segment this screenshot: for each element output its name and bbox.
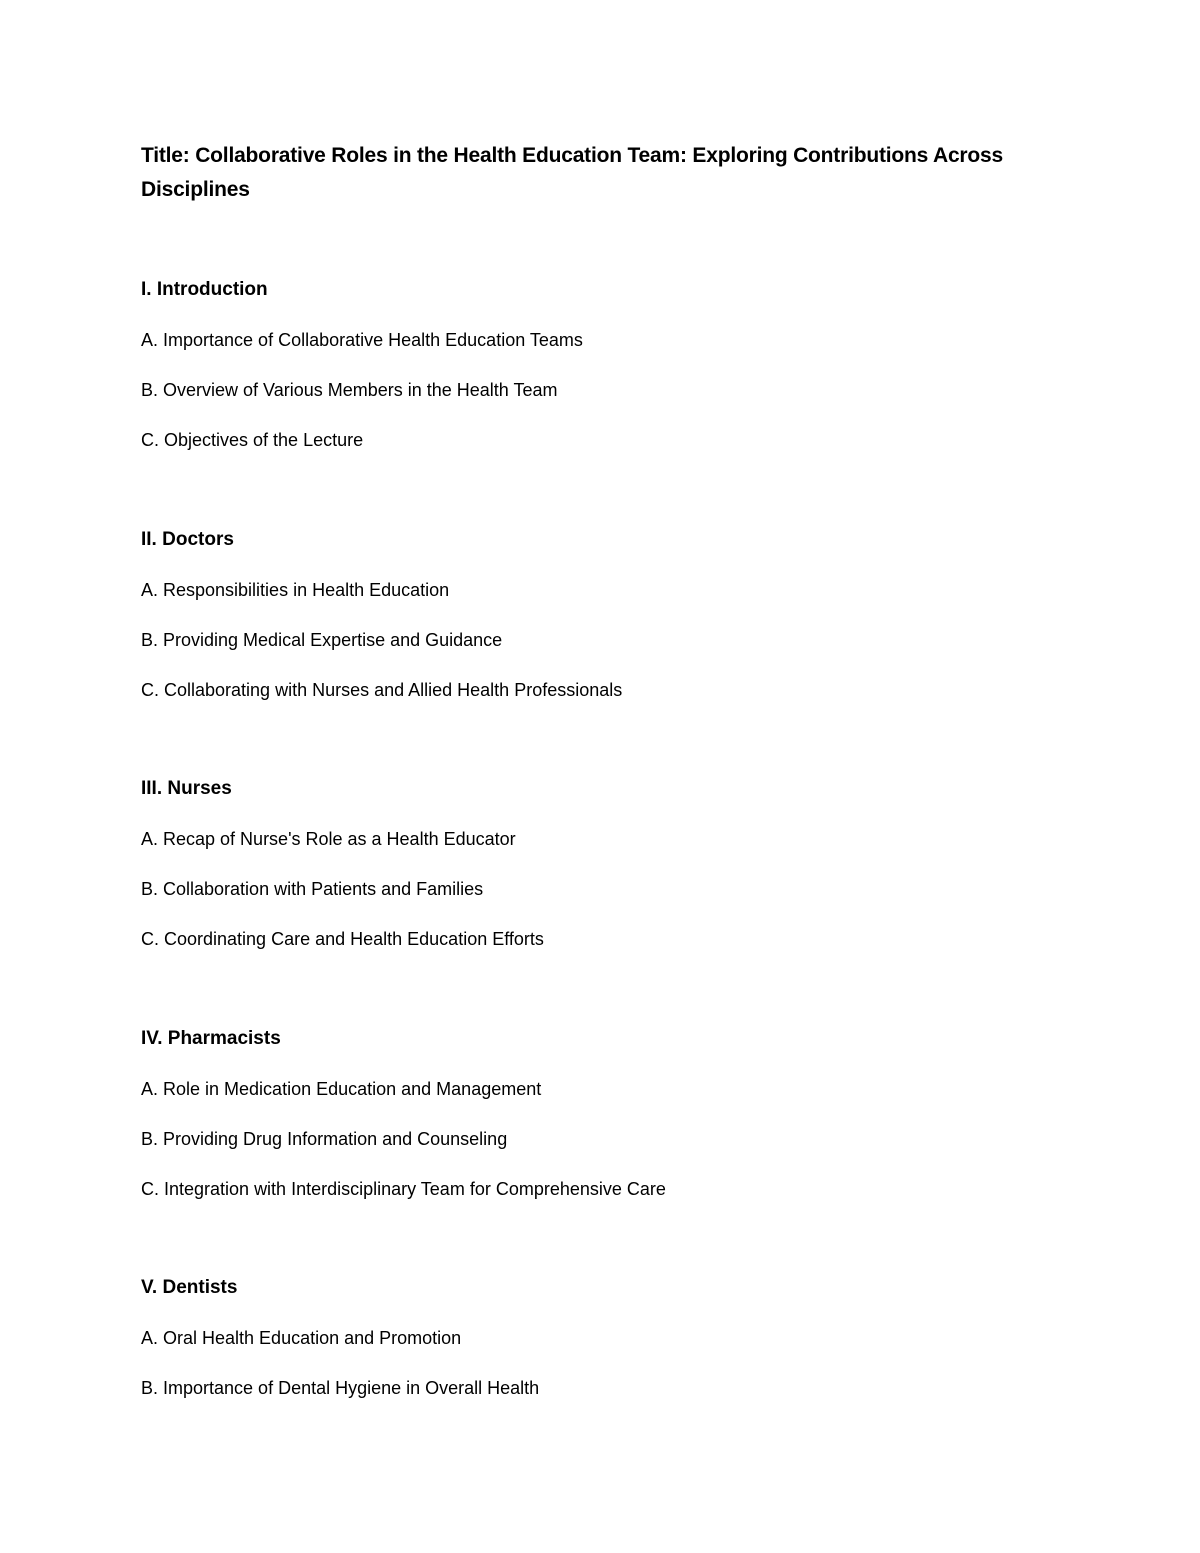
outline-item: C. Objectives of the Lecture (141, 430, 364, 450)
outline-item: C. Collaborating with Nurses and Allied Health Professionals (141, 680, 623, 700)
document-title: Title: Collaborative Roles in the Health Education Team: Exploring Contributions Across Disciplines (141, 144, 1003, 201)
outline-item: B. Collaboration with Patients and Families (141, 879, 484, 899)
outline-item: A. Responsibilities in Health Education (141, 580, 450, 600)
outline-item: A. Recap of Nurse's Role as a Health Educator (141, 829, 516, 849)
section-heading: II. Doctors (141, 529, 234, 550)
section-pharmacists (141, 1022, 1041, 1222)
outline-item: C. Coordinating Care and Health Education Efforts (141, 929, 544, 949)
section-heading: III. Nurses (141, 778, 232, 799)
outline-item: B. Providing Drug Information and Counseling (141, 1129, 508, 1149)
outline-item: B. Overview of Various Members in the Health Team (141, 380, 558, 400)
section-introduction (141, 273, 1041, 473)
outline-item: B. Providing Medical Expertise and Guidance (141, 630, 503, 650)
section-heading: IV. Pharmacists (141, 1028, 281, 1049)
outline-item: A. Importance of Collaborative Health Education Teams (141, 330, 583, 350)
outline-item: A. Oral Health Education and Promotion (141, 1328, 462, 1348)
section-heading: I. Introduction (141, 279, 268, 300)
section-doctors (141, 523, 1041, 723)
section-dentists (141, 1271, 1041, 1421)
outline-item: C. Integration with Interdisciplinary Team for Comprehensive Care (141, 1179, 666, 1199)
section-nurses (141, 772, 1041, 972)
outline-item: B. Importance of Dental Hygiene in Overall Health (141, 1378, 540, 1398)
section-heading: V. Dentists (141, 1277, 238, 1298)
outline-item: A. Role in Medication Education and Management (141, 1079, 542, 1099)
